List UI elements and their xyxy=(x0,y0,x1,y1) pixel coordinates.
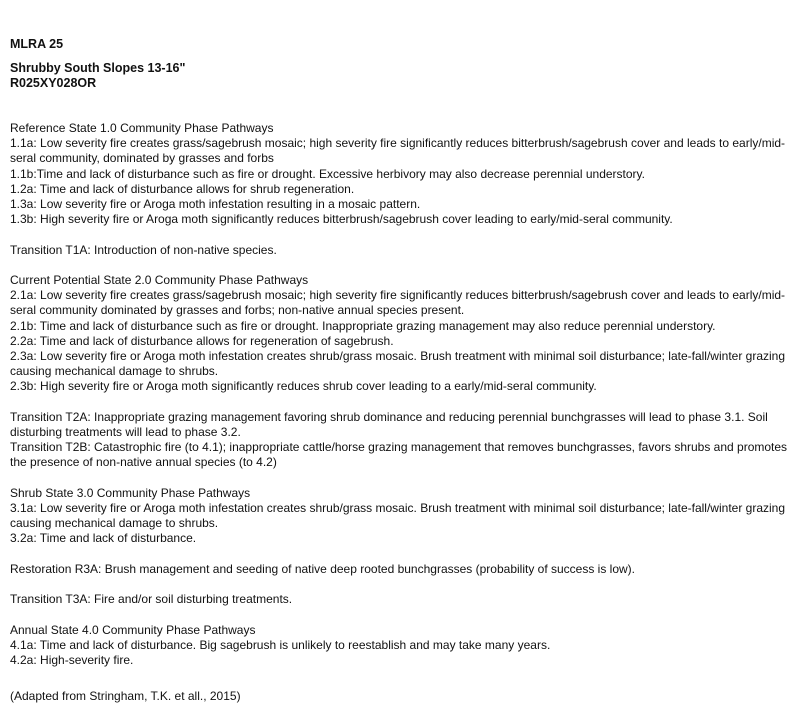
document-page xyxy=(10,37,795,704)
citation: (Adapted from Stringham, T.K. et all., 2015) xyxy=(10,689,241,704)
pathway-line: 2.3b: High severity fire or Aroga moth significantly reduces shrub cover leading to a early/mid-seral community. xyxy=(10,379,597,394)
pathway-line: 1.2a: Time and lack of disturbance allows for shrub regeneration. xyxy=(10,181,355,196)
pathway-line: 1.3a: Low severity fire or Aroga moth infestation resulting in a mosaic pattern. xyxy=(10,197,421,212)
section-title: Annual State 4.0 Community Phase Pathways xyxy=(10,622,256,637)
section-title: Reference State 1.0 Community Phase Pathways xyxy=(10,121,274,135)
pathway-notes xyxy=(10,121,795,668)
transition-t3a-section xyxy=(10,592,795,607)
pathway-line: 2.1b: Time and lack of disturbance such as fire or drought. Inappropriate grazing management may also reduce perennial understory. xyxy=(10,318,716,333)
pathway-line: 4.1a: Time and lack of disturbance. Big sagebrush is unlikely to reestablish and may take many years. xyxy=(10,637,551,652)
reference-state-section xyxy=(10,121,795,227)
shrub-state-section xyxy=(10,486,795,547)
pathway-line: 1.3b: High severity fire or Aroga moth significantly reduces bitterbrush/sagebrush cover leading to early/mid-seral community. xyxy=(10,212,673,227)
pathway-line: 3.1a: Low severity fire or Aroga moth infestation creates shrub/grass mosaic. Brush treatment with minimal soil disturbance; late-fall/winter grazing causing mechanical damage to shrubs. xyxy=(10,501,786,531)
restoration-r3a-section xyxy=(10,562,795,577)
restoration-line: Restoration R3A: Brush management and seeding of native deep rooted bunchgrasses (probability of success is low). xyxy=(10,561,636,576)
transition-line: Transition T2A: Inappropriate grazing management favoring shrub dominance and reducing perennial bunchgrasses will lead to phase 3.1. Soil disturbing treatments will lead to phase 3.2. xyxy=(10,409,768,440)
transition-line: Transition T1A: Introduction of non-native species. xyxy=(10,242,277,257)
transition-t1a-section xyxy=(10,243,795,258)
pathway-line: 1.1a: Low severity fire creates grass/sagebrush mosaic; high severity fire significantly reduces bitterbrush/sagebrush cover and leads to early/mid-seral community, dominated by grasses and forbs xyxy=(10,136,786,166)
section-title: Shrub State 3.0 Community Phase Pathways xyxy=(10,485,251,500)
pathway-line: 4.2a: High-severity fire. xyxy=(10,653,134,667)
pathway-line: 2.2a: Time and lack of disturbance allows for regeneration of sagebrush. xyxy=(10,333,394,348)
pathway-line: 2.3a: Low severity fire or Aroga moth infestation creates shrub/grass mosaic. Brush treatment with minimal soil disturbance; late-fall/winter grazing causing mechanical damage to shrubs. xyxy=(10,349,786,379)
ecological-site-name: Shrubby South Slopes 13-16" xyxy=(10,61,186,75)
pathway-line: 2.1a: Low severity fire creates grass/sagebrush mosaic; high severity fire significantly reduces bitterbrush/sagebrush cover and leads to early/mid-seral community dominated by grasses and forbs; non-native annual species present. xyxy=(10,288,786,318)
transition-t2-section xyxy=(10,410,795,471)
mlra-heading: MLRA 25 xyxy=(10,37,64,51)
pathway-line: 1.1b:Time and lack of disturbance such as fire or drought. Excessive herbivory may also decrease perennial understory. xyxy=(10,166,645,181)
annual-state-section xyxy=(10,623,795,669)
current-potential-state-section xyxy=(10,273,795,395)
pathway-line: 3.2a: Time and lack of disturbance. xyxy=(10,531,197,546)
transition-line: Transition T2B: Catastrophic fire (to 4.1); inappropriate cattle/horse grazing management that removes bunchgrasses, favors shrubs and promotes the presence of non-native annual species (to 4.2) xyxy=(10,440,788,470)
transition-line: Transition T3A: Fire and/or soil disturbing treatments. xyxy=(10,592,293,607)
ecological-site-id: R025XY028OR xyxy=(10,76,97,90)
section-title: Current Potential State 2.0 Community Phase Pathways xyxy=(10,273,309,287)
